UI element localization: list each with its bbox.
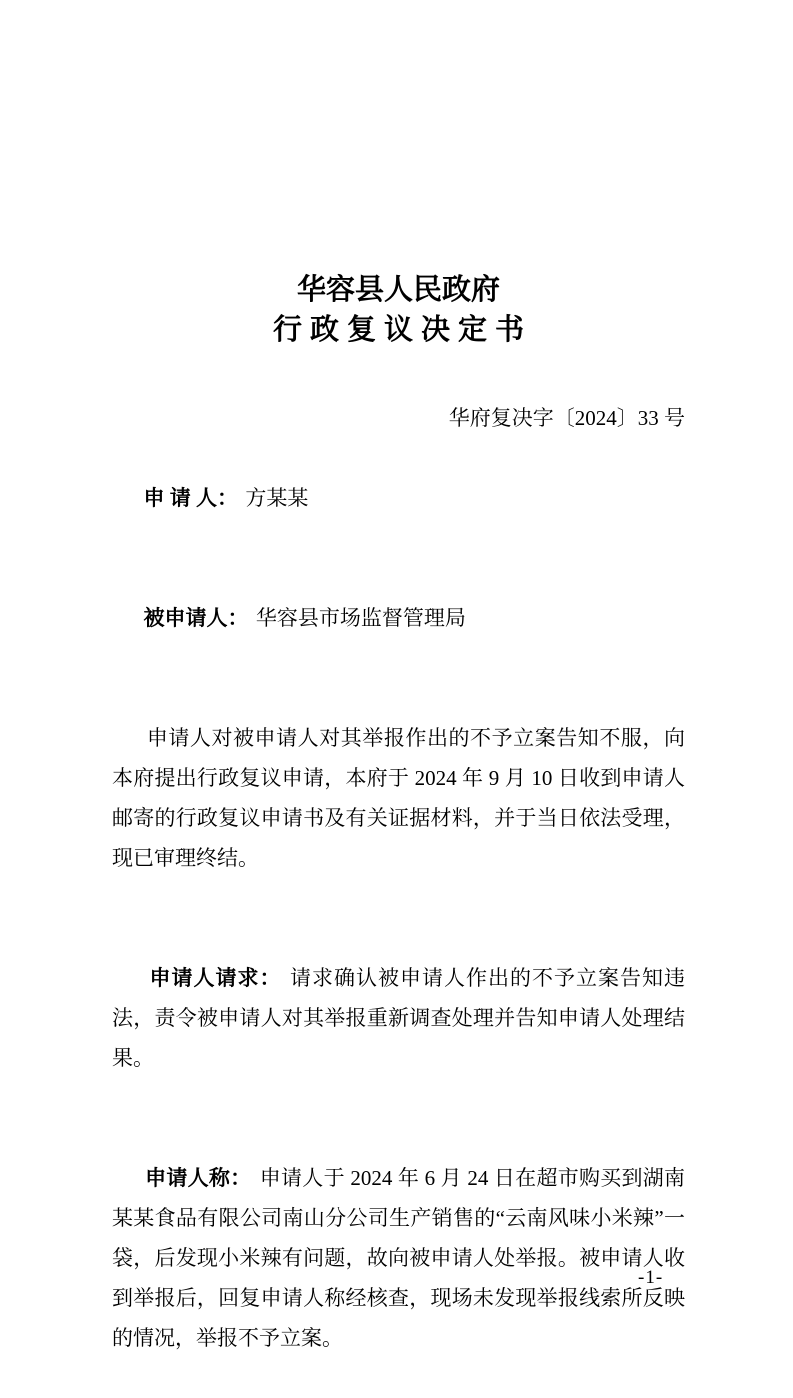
document-subtitle: 行政复议决定书: [272, 314, 532, 346]
document-title: 华容县人民政府: [296, 274, 500, 306]
paragraph-text: 申请人对被申请人对其举报作出的不予立案告知不服，向本府提出行政复议申请，本府于 2024 年 9 月 10 日收到申请人邮寄的行政复议申请书及有关证据材料，并于当日依法受理，现已审理终结。: [112, 726, 686, 870]
applicant-line: [112, 438, 685, 558]
paragraph-text: 申请人于 2024 年 6 月 24 日在超市购买到湖南某某食品有限公司南山分公司生产销售的“云南风味小米辣”一袋，后发现小米辣有问题，故向被申请人处举报。被申请人收到举报后，回复申请人称经核查，现场未发现举报线索所反映的情况，举报不予立案。: [112, 1166, 686, 1350]
paragraph-case-intro: [112, 678, 685, 918]
paragraph-applicant-statement: [112, 1118, 685, 1398]
document-page: [0, 270, 793, 1392]
respondent-name: 华容县市场监督管理局: [255, 606, 466, 630]
document-number: 华府复决字〔2024〕33 号: [448, 406, 685, 430]
page-number: -1-: [638, 1267, 664, 1288]
paragraph-applicant-request: [112, 918, 685, 1118]
paragraph-text: 请求确认被申请人作出的不予立案告知违法，责令被申请人对其举报重新调查处理并告知申请人处理结果。: [112, 966, 686, 1070]
respondent-line: [112, 558, 685, 678]
paragraph-lead: 申请人请求：: [149, 966, 282, 990]
respondent-label: 被申请人：: [143, 606, 249, 630]
document-content: [0, 270, 793, 1398]
applicant-name: 方某某: [245, 486, 309, 510]
applicant-label: 申 请 人：: [143, 486, 238, 510]
paragraph-lead: 申请人称：: [145, 1166, 252, 1190]
